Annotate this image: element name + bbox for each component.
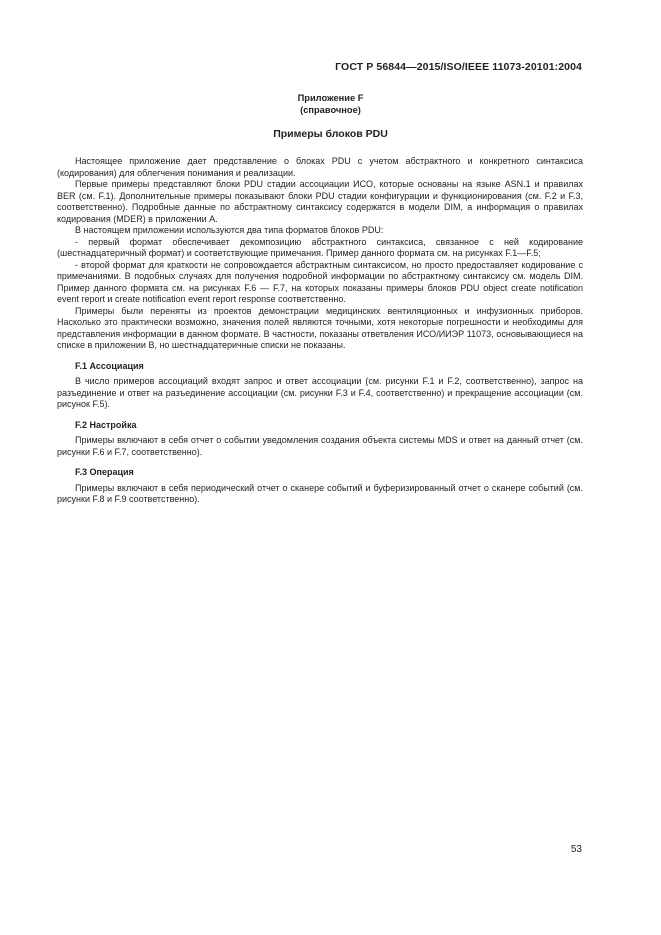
section-text-configuration: Примеры включают в себя отчет о событии уведомления создания объекта системы MDS и ответ на данный отчет (см. рисунки F.6 и F.7, соответственно).: [57, 435, 583, 457]
section-heading-association: F.1 Ассоциация: [75, 360, 144, 371]
annex-title: Примеры блоков PDU: [273, 128, 388, 140]
document-header: ГОСТ Р 56844—2015/ISO/IEEE 11073-20101:2004: [335, 61, 582, 73]
intro-paragraph-4: Примеры были переняты из проектов демонстрации медицинских вентиляционных и инфузионных приборов. Насколько это практически возможно, значения полей являются точными, хотя некоторые погрешности и необходимы для представления информации в данном формате. В частности, показаны ответвления ИСО/ИИЭР 11073, основывающиеся на списке в приложении В, но шестнадцатеричные списки не показаны.: [57, 305, 583, 350]
annex-heading: [0, 92, 661, 116]
annex-type: (справочное): [300, 105, 361, 115]
intro-paragraph-2: Первые примеры представляют блоки PDU стадии ассоциации ИСО, которые основаны на языке ASN.1 и правилах BER (см. F.1). Дополнительные примеры показывают блоки PDU стадии конфигурации и функционирования (см. F.2 и F.3, соответственно). Подробные данные по абстрактному синтаксису содержатся в модели DIM, а информация о правилах кодирования (MDER) в приложении А.: [57, 179, 583, 224]
format-item-1: - первый формат обеспечивает декомпозицию абстрактного синтаксиса, связанное с ней кодирование (шестнадцатеричный формат) и соответствующие примечания. Пример данного формата см. на рисунках F.1—F.5;: [57, 236, 583, 258]
section-text-association: В число примеров ассоциаций входят запрос и ответ ассоциации (см. рисунки F.1 и F.2, соответственно), запрос на разъединение и ответ на разъединение ассоциации (см. рисунки F.3 и F.4, соответственно) и прекращение ассоциации (см. рисунок F.5).: [57, 376, 583, 409]
section-heading-operation: F.3 Операция: [75, 467, 134, 477]
section-text-operation: Примеры включают в себя периодический отчет о сканере событий и буферизированный отчет о сканере событий (см. рисунки F.8 и F.9 соответственно).: [57, 482, 583, 504]
section-heading-configuration: F.2 Настройка: [75, 419, 137, 430]
intro-paragraph-3: В настоящем приложении используются два типа форматов блоков PDU:: [75, 225, 384, 235]
page-number: 53: [570, 844, 582, 855]
annex-body: [57, 156, 583, 506]
format-item-2: - второй формат для краткости не сопровождается абстрактным синтаксисом, но просто предоставляет кодирование с примечаниями. В подобных случаях для получения подробной информации по абстрактному синтаксису см. модель DIM. Пример данного формата см. на рисунках F.6 — F.7, на которых показаны примеры блоков PDU object create notification event report и create notification event report response соответственно.: [57, 259, 583, 304]
intro-paragraph-1: Настоящее приложение дает представление о блоках PDU с учетом абстрактного и конкретного синтаксиса (кодирования) для облегчения понимания и реализации.: [57, 156, 583, 178]
annex-label: Приложение F: [297, 93, 364, 103]
